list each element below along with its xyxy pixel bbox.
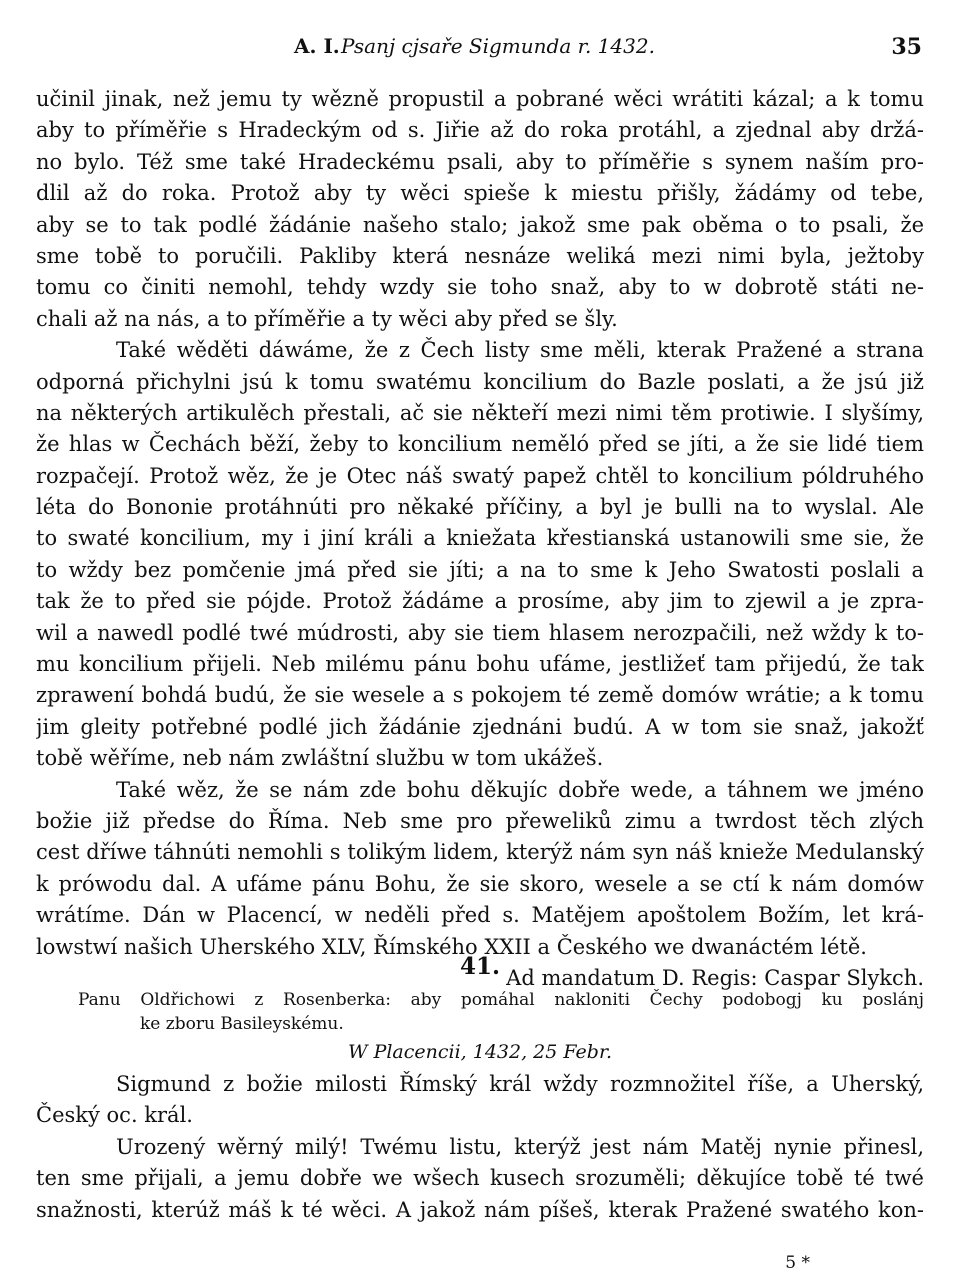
- text-line: dlil až do roka. Protož aby ty wěci spieše k miestu přišly, žádámy od tebe,: [36, 181, 924, 206]
- text-line: učinil jinak, než jemu ty wězně propustil a pobrané wěci wrátiti kázal; a k tomu: [36, 87, 924, 111]
- dateline: W Placencii, 1432, 25 Febr.: [348, 1041, 612, 1063]
- running-header: [36, 34, 924, 66]
- text-line: že hlas w Čechách běží, žeby to koncilium neměló před se jíti, a že sie lidé tiem: [36, 432, 924, 457]
- text-line: tak že to před sie pójde. Protož žádáme a prosíme, aby jim to zjewil a je zpra-: [36, 589, 924, 614]
- section-label: A. I.: [294, 34, 340, 58]
- document-number: 41.: [459, 953, 500, 980]
- text-line: snažnosti, kterúž máš k té wěci. A jakož nám píšeš, kterak Pražené swatého kon-: [36, 1197, 924, 1222]
- text-line: tobě wěříme, neb nám zwláštní službu w tom ukážeš.: [36, 746, 604, 771]
- text-line: rozpačejí. Protož wěz, že je Otec náš swatý papež chtěl to koncilium póldruhého: [36, 463, 924, 488]
- summary-line: Panu Oldřichowi z Rosenberka: aby pomáhal nakloniti Čechy podobogj ku poslánj: [78, 990, 924, 1010]
- text-line: aby to příměřie s Hradeckým od s. Jiřie až do roka protáhl, a zjednal aby držá-: [36, 118, 924, 143]
- text-line: božie již předse do Říma. Neb sme pro přeweliků zimu a twrdost těch zlých: [36, 808, 924, 833]
- text-line: lowstwí našich Uherského XLV, Římského XXII a Českého we dwanáctém létě.: [36, 934, 867, 959]
- text-line: aby se to tak podlé žádánie našeho stalo; jakož sme pak oběma o to psali, že: [36, 212, 924, 237]
- summary-line: ke zboru Basileyskému.: [140, 1014, 344, 1034]
- text-line: wil a nawedl podlé twé múdrosti, aby sie tiem hlasem nerozpačili, než wždy k to-: [36, 620, 924, 645]
- text-line: léta do Bononie protáhnúti pro někaké příčiny, a byl je bulli na to wyslal. Ale: [36, 495, 924, 520]
- text-line: no bylo. Též sme také Hradeckému psali, aby to příměřie s synem naším pro-: [36, 149, 924, 174]
- text-line: Také wěděti dáwáme, že z Čech listy sme měli, kterak Pražené a strana: [116, 338, 924, 363]
- text-line: to wždy bez pomčenie jmá před sie jíti; a na to sme k Jeho Swatosti poslali a: [36, 557, 924, 582]
- text-line: tomu co činiti nemohl, tehdy wzdy sie toho snaž, aby to w dobrotě státi ne-: [36, 275, 924, 300]
- text-line: sme tobě to poručili. Pakliby která nesnáze weliká mezi nimi byla, ježtoby: [36, 243, 924, 268]
- text-line: chali až na nás, a to příměřie a ty wěci aby před se šly.: [36, 306, 618, 331]
- text-line: Český oc. král.: [36, 1103, 193, 1128]
- text-line: Sigmund z božie milosti Římský král wždy rozmnožitel říše, a Uherský,: [116, 1072, 924, 1096]
- text-line: na některých artikulěch přestali, ač sie někteří mezi nimi těm protiwie. I slyšímy,: [36, 400, 924, 425]
- text-line: Také wěz, že se nám zde bohu děkujíc dobře wede, a táhnem we jméno: [116, 777, 924, 802]
- text-line: mu koncilium přijeli. Neb milému pánu bohu ufáme, jestližeť tam přijedú, že tak: [36, 652, 924, 677]
- document-summary: [78, 988, 924, 1036]
- text-line: cest dříwe táhnúti nemohli s tolikým lidem, kterýž nám syn náš knieže Medulanský: [36, 840, 924, 865]
- running-title: Psanj cjsaře Sigmunda r. 1432.: [341, 34, 655, 58]
- page-number: 35: [891, 34, 922, 60]
- letter-40-body: [36, 84, 924, 994]
- signature-line: Ad mandatum D. Regis: Caspar Slykch.: [506, 965, 924, 990]
- letter-41-body: [36, 1069, 924, 1226]
- text-line: ten sme přijali, a jemu dobře we wšech kusech srozuměli; děkujíce tobě té twé: [36, 1166, 924, 1191]
- text-line: to swaté koncilium, my i jiní králi a kniežata křestianská ustanowili sme sie, že: [36, 526, 924, 551]
- text-line: zprawení bohdá budú, že sie wesele a s pokojem té země domów wrátie; a k tomu: [36, 683, 924, 708]
- text-line: wrátíme. Dán w Placencí, w neděli před s. Matějem apoštolem Božím, let krá-: [36, 903, 924, 928]
- text-line: Urozený wěrný milý! Twému listu, kterýž jest nám Matěj nynie přinesl,: [116, 1134, 924, 1159]
- text-line: jim gleity potřebné podlé jich žádánie zjednáni budú. A w tom sie snaž, jakožť: [36, 714, 924, 739]
- signature-mark: 5 *: [785, 1253, 810, 1273]
- text-line: k prówodu dal. A ufáme pánu Bohu, že sie skoro, wesele a se ctí k nám domów: [36, 871, 924, 896]
- text-line: odporná přichylni jsú k tomu swatému koncilium do Bazle poslati, a že jsú již: [36, 369, 924, 394]
